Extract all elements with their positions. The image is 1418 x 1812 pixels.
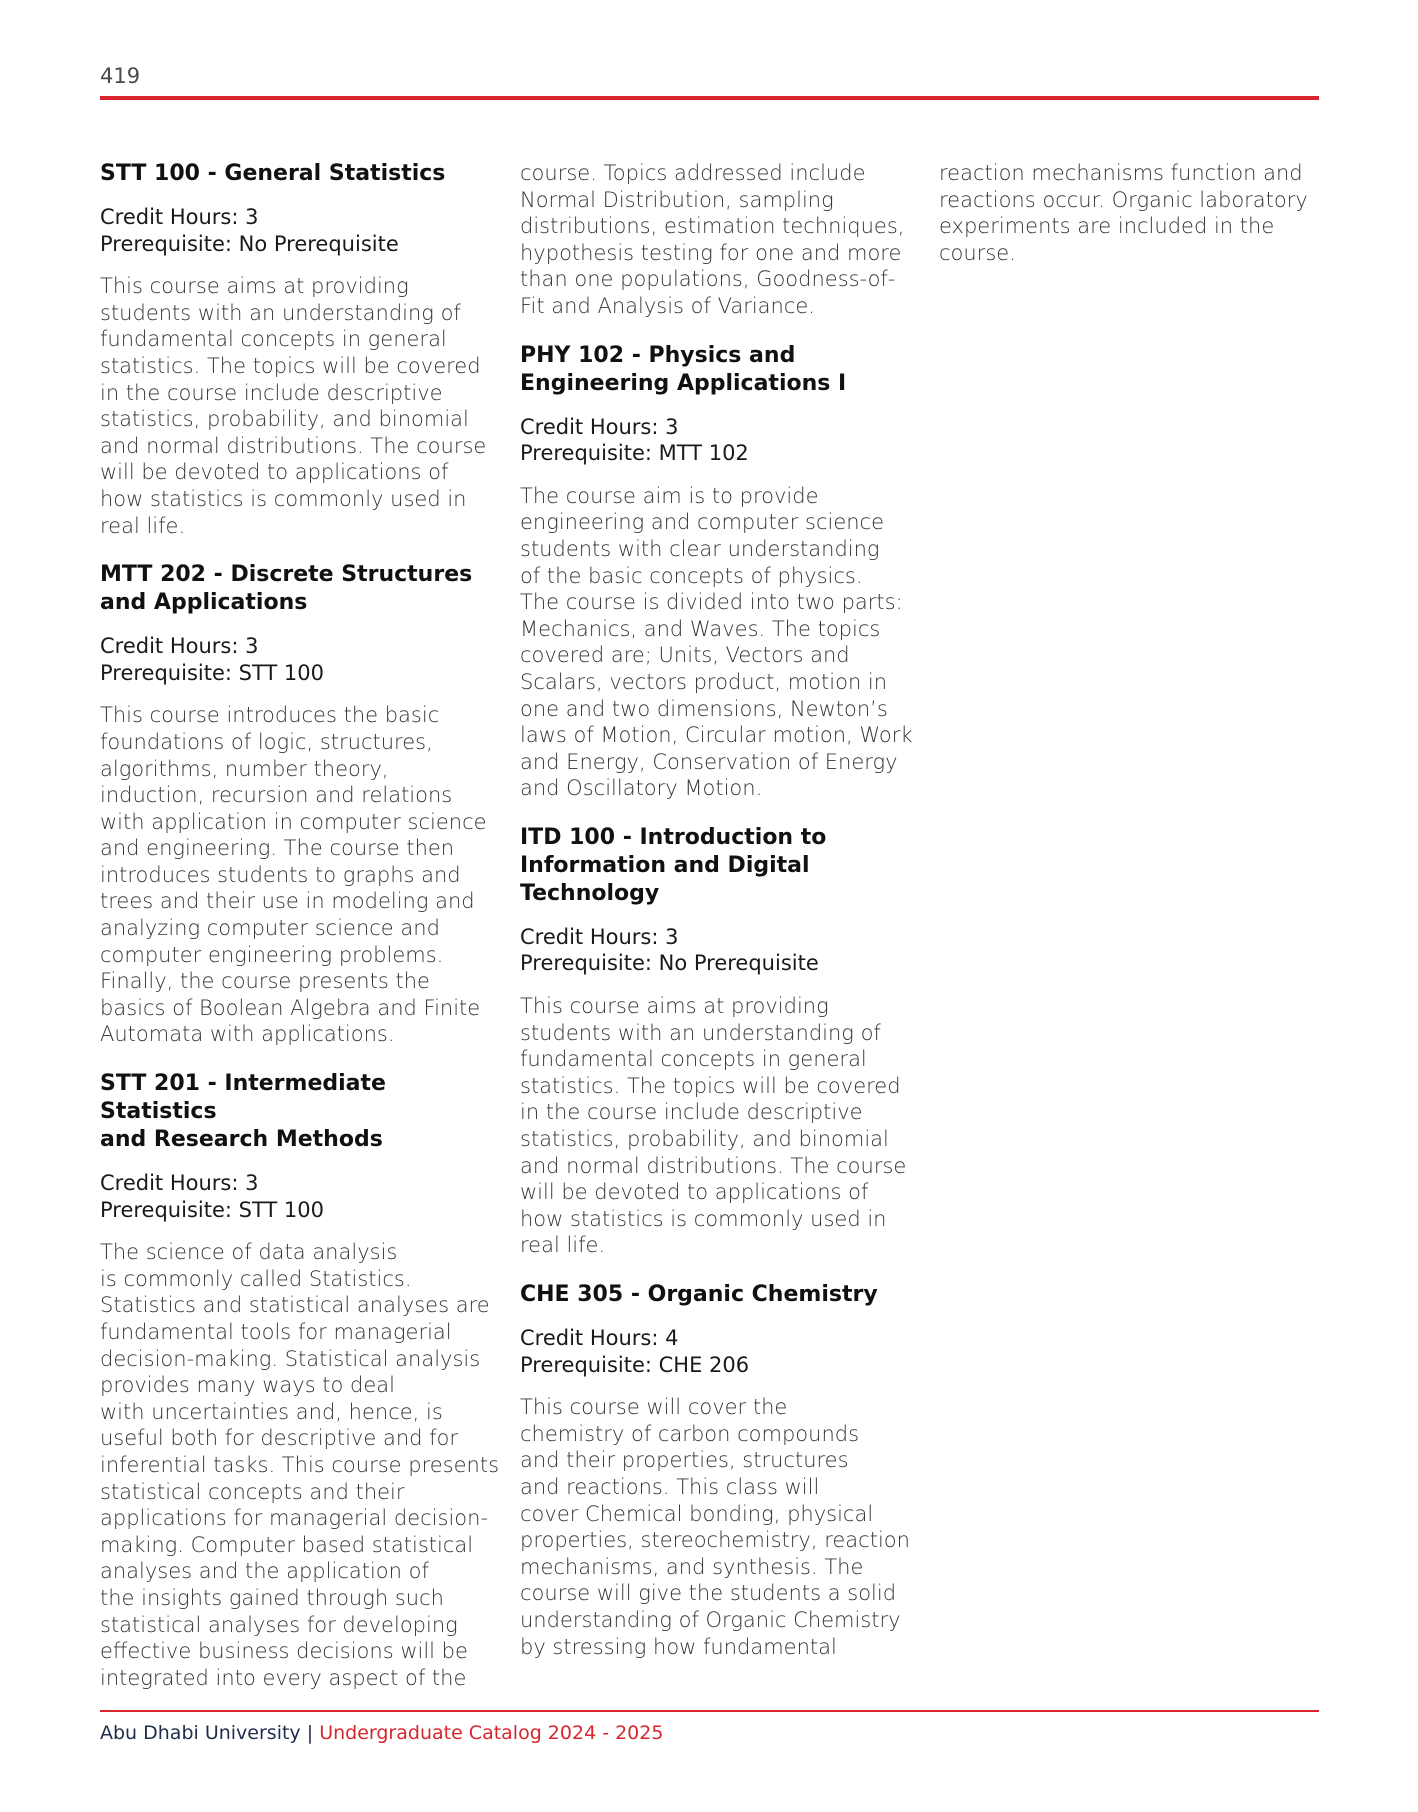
- course-title-line: and Research Methods: [100, 1127, 383, 1153]
- credit-hours: Credit Hours: 3: [100, 1171, 259, 1196]
- description-line: provides many ways to deal: [100, 1373, 396, 1398]
- course-title-line: and Applications: [100, 590, 308, 616]
- course-entry: [100, 1070, 500, 1691]
- description-line: students with an understanding of: [520, 1020, 881, 1045]
- description-line: statistical concepts and their: [100, 1479, 405, 1504]
- credit-hours: Credit Hours: 3: [520, 414, 679, 439]
- footer-catalog: Undergraduate Catalog 2024 - 2025: [319, 1722, 664, 1744]
- description-line: in the course include descriptive: [100, 380, 443, 405]
- course-title: [100, 160, 485, 188]
- credit-hours: Credit Hours: 3: [100, 634, 259, 659]
- description-line: reaction mechanisms function and: [939, 161, 1303, 185]
- credit-hours: Credit Hours: 4: [520, 1326, 679, 1350]
- course-meta: [100, 633, 485, 686]
- description-line: one and two dimensions, Newton’s: [520, 696, 888, 721]
- course-title: [520, 824, 905, 908]
- description-line: laws of Motion, Circular motion, Work: [520, 723, 913, 748]
- header-rule: [100, 96, 1319, 100]
- description-line: course will give the students a solid: [520, 1581, 897, 1606]
- description-line: by stressing how fundamental: [520, 1634, 837, 1659]
- description-line: introduces students to graphs and: [100, 862, 461, 887]
- description-line: fundamental concepts in general: [100, 327, 447, 352]
- course-title: [520, 1281, 905, 1309]
- course-title-line: MTT 202 - Discrete Structures: [100, 562, 473, 588]
- description-line: This course introduces the basic: [100, 703, 440, 728]
- course-meta: [520, 414, 905, 467]
- description-line: analyzing computer science and: [100, 916, 440, 941]
- description-line: than one populations, Goodness-of-: [520, 267, 896, 292]
- description-line: real life.: [520, 1233, 606, 1258]
- description-line: is commonly called Statistics.: [100, 1266, 412, 1291]
- description-line: students with clear understanding: [520, 536, 880, 561]
- description-line: hypothesis testing for one and more: [520, 240, 902, 265]
- description-line: Scalars, vectors product, motion in: [520, 669, 888, 694]
- description-line: decision-making. Statistical analysis: [100, 1346, 481, 1371]
- description-line: mechanisms, and synthesis. The: [520, 1554, 864, 1579]
- description-line: effective business decisions will be: [100, 1639, 468, 1664]
- course-meta: [100, 204, 485, 257]
- description-line: properties, stereochemistry, reaction: [520, 1528, 910, 1553]
- description-line: statistics. The topics will be covered: [100, 353, 481, 378]
- prerequisite: Prerequisite: MTT 102: [520, 441, 749, 466]
- course-title-line: ITD 100 - Introduction to: [520, 824, 827, 850]
- description-line: Automata with applications.: [100, 1022, 395, 1047]
- course-description: [520, 1394, 910, 1660]
- course-description: [520, 160, 905, 320]
- description-line: Finally, the course presents the: [100, 969, 430, 994]
- description-line: basics of Boolean Algebra and Finite: [100, 995, 481, 1020]
- description-line: of the basic concepts of physics.: [520, 563, 863, 588]
- description-line: fundamental tools for managerial: [100, 1320, 452, 1344]
- prerequisite: Prerequisite: No Prerequisite: [100, 231, 399, 256]
- column-3: [939, 160, 1324, 288]
- course-title-line: Information and Digital: [520, 852, 810, 878]
- description-line: will be devoted to applications of: [520, 1180, 869, 1205]
- course-description: [100, 273, 485, 539]
- description-line: The science of data analysis: [100, 1240, 398, 1265]
- description-line: and Energy, Conservation of Energy: [520, 749, 898, 774]
- description-line: distributions, estimation techniques,: [520, 214, 905, 239]
- description-line: Statistics and statistical analyses are: [100, 1293, 490, 1318]
- course-title-line: PHY 102 - Physics and: [520, 342, 796, 368]
- description-line: inferential tasks. This course presents: [100, 1452, 500, 1477]
- description-line: and normal distributions. The course: [520, 1153, 907, 1178]
- description-line: the insights gained through such: [100, 1585, 444, 1610]
- course-description: [520, 483, 913, 802]
- description-line: will be devoted to applications of: [100, 460, 449, 485]
- course-description: [939, 160, 1324, 266]
- credit-hours: Credit Hours: 3: [100, 205, 259, 229]
- description-line: statistics, probability, and binomial: [520, 1127, 889, 1152]
- course-description: [520, 993, 905, 1259]
- description-line: foundations of logic, structures,: [100, 729, 433, 754]
- description-line: real life.: [100, 513, 186, 538]
- description-line: and reactions. This class will: [520, 1474, 820, 1499]
- description-line: computer engineering problems.: [100, 942, 444, 967]
- course-continuation: [939, 160, 1324, 266]
- course-title-line: Engineering Applications I: [520, 370, 847, 396]
- description-line: chemistry of carbon compounds: [520, 1421, 860, 1446]
- description-line: statistics. The topics will be covered: [520, 1073, 901, 1098]
- course-entry: [520, 824, 905, 1259]
- description-line: fundamental concepts in general: [520, 1047, 867, 1072]
- description-line: Fit and Analysis of Variance.: [520, 293, 815, 318]
- description-line: course.: [939, 240, 1016, 265]
- description-line: how statistics is commonly used in: [100, 486, 467, 511]
- footer: [100, 1720, 663, 1746]
- description-line: The course aim is to provide: [520, 483, 819, 508]
- description-line: statistical analyses for developing: [100, 1612, 458, 1637]
- course-title: [100, 561, 485, 617]
- description-line: trees and their use in modeling and: [100, 889, 475, 914]
- description-line: Mechanics, and Waves. The topics: [520, 616, 881, 641]
- description-line: and Oscillatory Motion.: [520, 776, 763, 801]
- course-meta: [100, 1170, 485, 1223]
- credit-hours: Credit Hours: 3: [520, 924, 679, 949]
- course-entry: [520, 342, 913, 802]
- course-description: [100, 702, 485, 1048]
- course-description: [100, 1239, 500, 1691]
- prerequisite: Prerequisite: STT 100: [100, 660, 325, 685]
- prerequisite: Prerequisite: STT 100: [100, 1197, 325, 1222]
- course-meta: [520, 1325, 905, 1378]
- course-title-line: STT 201 - Intermediate Statistics: [100, 1071, 386, 1125]
- description-line: algorithms, number theory,: [100, 756, 389, 781]
- description-line: The course is divided into two parts:: [520, 590, 903, 615]
- course-title-line: CHE 305 - Organic Chemistry: [520, 1282, 878, 1307]
- description-line: useful both for descriptive and for: [100, 1426, 459, 1451]
- description-line: This course aims at providing: [100, 274, 409, 299]
- description-line: statistics, probability, and binomial: [100, 407, 469, 432]
- description-line: how statistics is commonly used in: [520, 1206, 887, 1231]
- column-2: [520, 160, 913, 1682]
- description-line: analyses and the application of: [100, 1559, 429, 1584]
- description-line: and normal distributions. The course: [100, 433, 487, 458]
- course-entry: [100, 160, 485, 539]
- footer-university: Abu Dhabi University: [100, 1722, 301, 1744]
- course-title: [100, 1070, 485, 1154]
- description-line: engineering and computer science: [520, 510, 885, 535]
- description-line: experiments are included in the: [939, 214, 1275, 239]
- course-title-line: STT 100 - General Statistics: [100, 161, 446, 186]
- course-continuation: [520, 160, 905, 320]
- description-line: in the course include descriptive: [520, 1100, 863, 1125]
- footer-rule: [100, 1710, 1319, 1712]
- course-title: [520, 342, 905, 398]
- description-line: and engineering. The course then: [100, 836, 455, 861]
- description-line: induction, recursion and relations: [100, 783, 453, 808]
- description-line: cover Chemical bonding, physical: [520, 1501, 874, 1526]
- description-line: Normal Distribution, sampling: [520, 187, 834, 212]
- description-line: students with an understanding of: [100, 300, 461, 325]
- description-line: with application in computer science: [100, 809, 487, 834]
- description-line: integrated into every aspect of the: [100, 1665, 467, 1690]
- description-line: covered are; Units, Vectors and: [520, 643, 850, 668]
- description-line: applications for managerial decision-: [100, 1506, 489, 1531]
- course-title-line: Technology: [520, 880, 660, 906]
- footer-separator: |: [306, 1722, 314, 1744]
- prerequisite: Prerequisite: No Prerequisite: [520, 951, 819, 976]
- course-entry: [520, 1281, 910, 1660]
- description-line: reactions occur. Organic laboratory: [939, 187, 1308, 212]
- prerequisite: Prerequisite: CHE 206: [520, 1352, 750, 1377]
- column-1: [100, 160, 500, 1713]
- course-meta: [520, 924, 905, 977]
- description-line: and their properties, structures: [520, 1448, 849, 1473]
- description-line: This course aims at providing: [520, 994, 829, 1019]
- description-line: understanding of Organic Chemistry: [520, 1607, 901, 1632]
- page-number: 419: [100, 64, 141, 88]
- course-entry: [100, 561, 485, 1048]
- description-line: course. Topics addressed include: [520, 161, 866, 185]
- description-line: This course will cover the: [520, 1395, 788, 1420]
- description-line: with uncertainties and, hence, is: [100, 1399, 443, 1424]
- description-line: making. Computer based statistical: [100, 1532, 474, 1557]
